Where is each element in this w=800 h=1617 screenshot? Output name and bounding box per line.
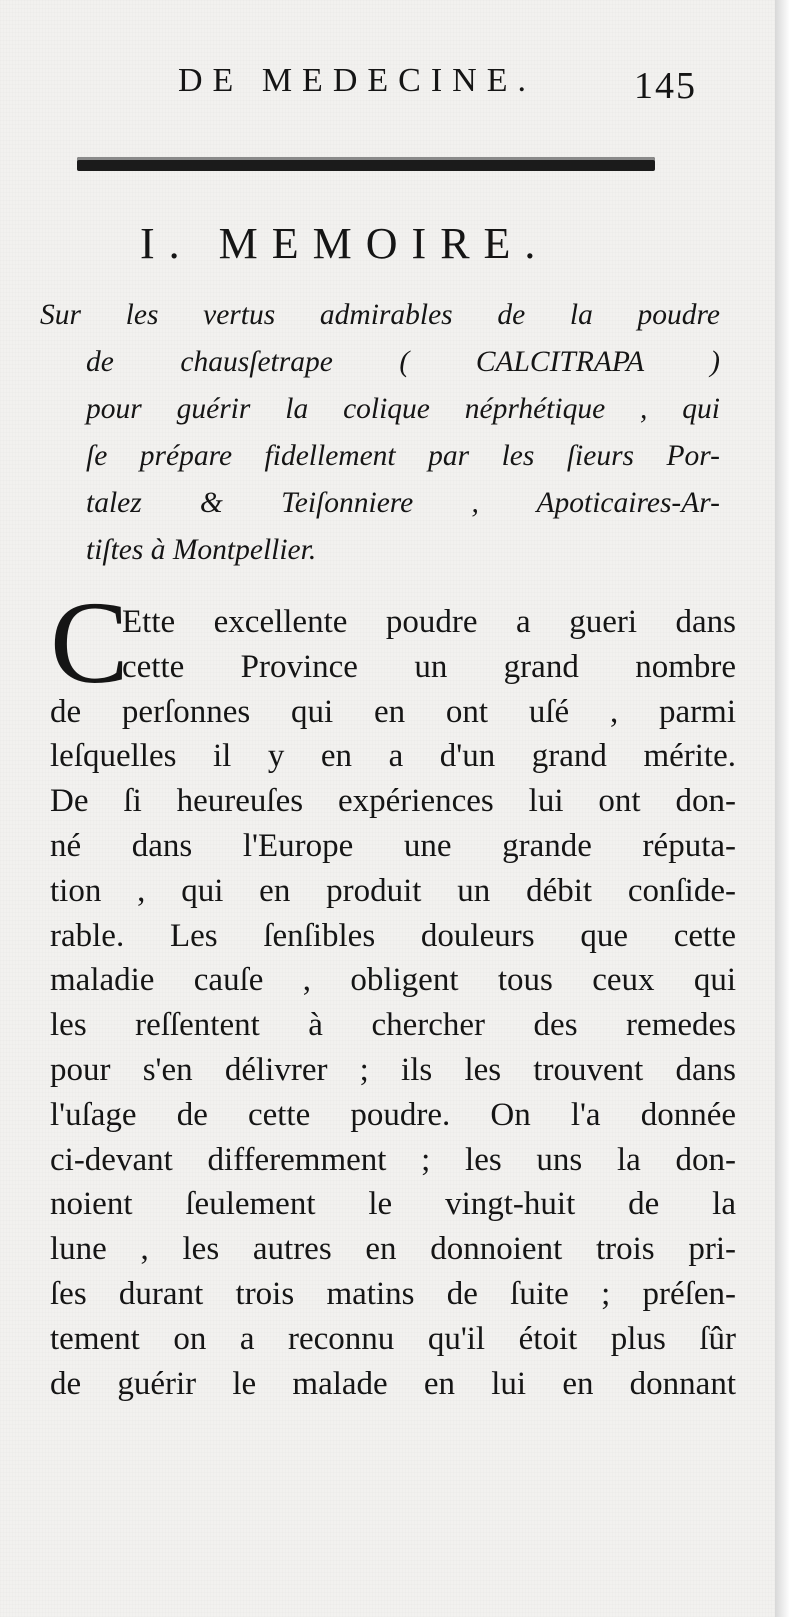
subtitle-line: Sur les vertus admirables de la poudre: [40, 299, 720, 331]
body-line: rable. Les ſenſibles douleurs que cette: [50, 917, 736, 954]
page-number: 145: [634, 65, 697, 107]
body-line: maladie cauſe , obligent tous ceux qui: [50, 962, 736, 999]
body-line: tement on a reconnu qu'il étoit plus ſûr: [50, 1320, 736, 1357]
body-line: Ette excellente poudre a gueri dans: [122, 604, 736, 640]
memoir-title: I. MEMOIRE.: [140, 219, 550, 268]
memoir-subtitle: [40, 292, 720, 574]
subtitle-line: pour guérir la colique néprhétique , qui: [86, 393, 720, 425]
body-line: l'uſage de cette poudre. On l'a donnée: [50, 1096, 736, 1133]
running-title: DE MEDECINE.: [178, 62, 536, 99]
body-line: les reſſentent à chercher des remedes: [50, 1007, 736, 1044]
body-line: leſquelles il y en a d'un grand mérite.: [50, 738, 736, 775]
header-rule: [77, 157, 655, 171]
subtitle-line: de chausſetrape ( CALCITRAPA ): [86, 346, 720, 378]
body-paragraph: [50, 600, 736, 1406]
body-line: noient ſeulement le vingt-huit de la: [50, 1186, 736, 1223]
body-line: tion , qui en produit un débit conſide-: [50, 872, 736, 909]
drop-cap: C: [50, 577, 129, 708]
subtitle-line: talez & Teiſonniere , Apoticaires-Ar-: [86, 487, 720, 519]
body-line: de perſonnes qui en ont uſé , parmi: [50, 693, 736, 730]
body-line: né dans l'Europe une grande réputa-: [50, 827, 736, 864]
body-line: De ſi heureuſes expériences lui ont don-: [50, 783, 736, 820]
body-line: cette Province un grand nombre: [122, 648, 736, 685]
body-line: lune , les autres en donnoient trois pri-: [50, 1231, 736, 1268]
body-line: de guérir le malade en lui en donnant: [50, 1365, 736, 1402]
subtitle-line: ſe prépare fidellement par les ſieurs Por-: [86, 440, 720, 472]
page-margin: [775, 0, 800, 1617]
body-line: ci-devant differemment ; les uns la don-: [50, 1141, 736, 1178]
subtitle-line: tiſtes à Montpellier.: [86, 534, 317, 566]
body-line: pour s'en délivrer ; ils les trouvent dans: [50, 1051, 736, 1088]
body-line: ſes durant trois matins de ſuite ; préſen-: [50, 1275, 736, 1312]
